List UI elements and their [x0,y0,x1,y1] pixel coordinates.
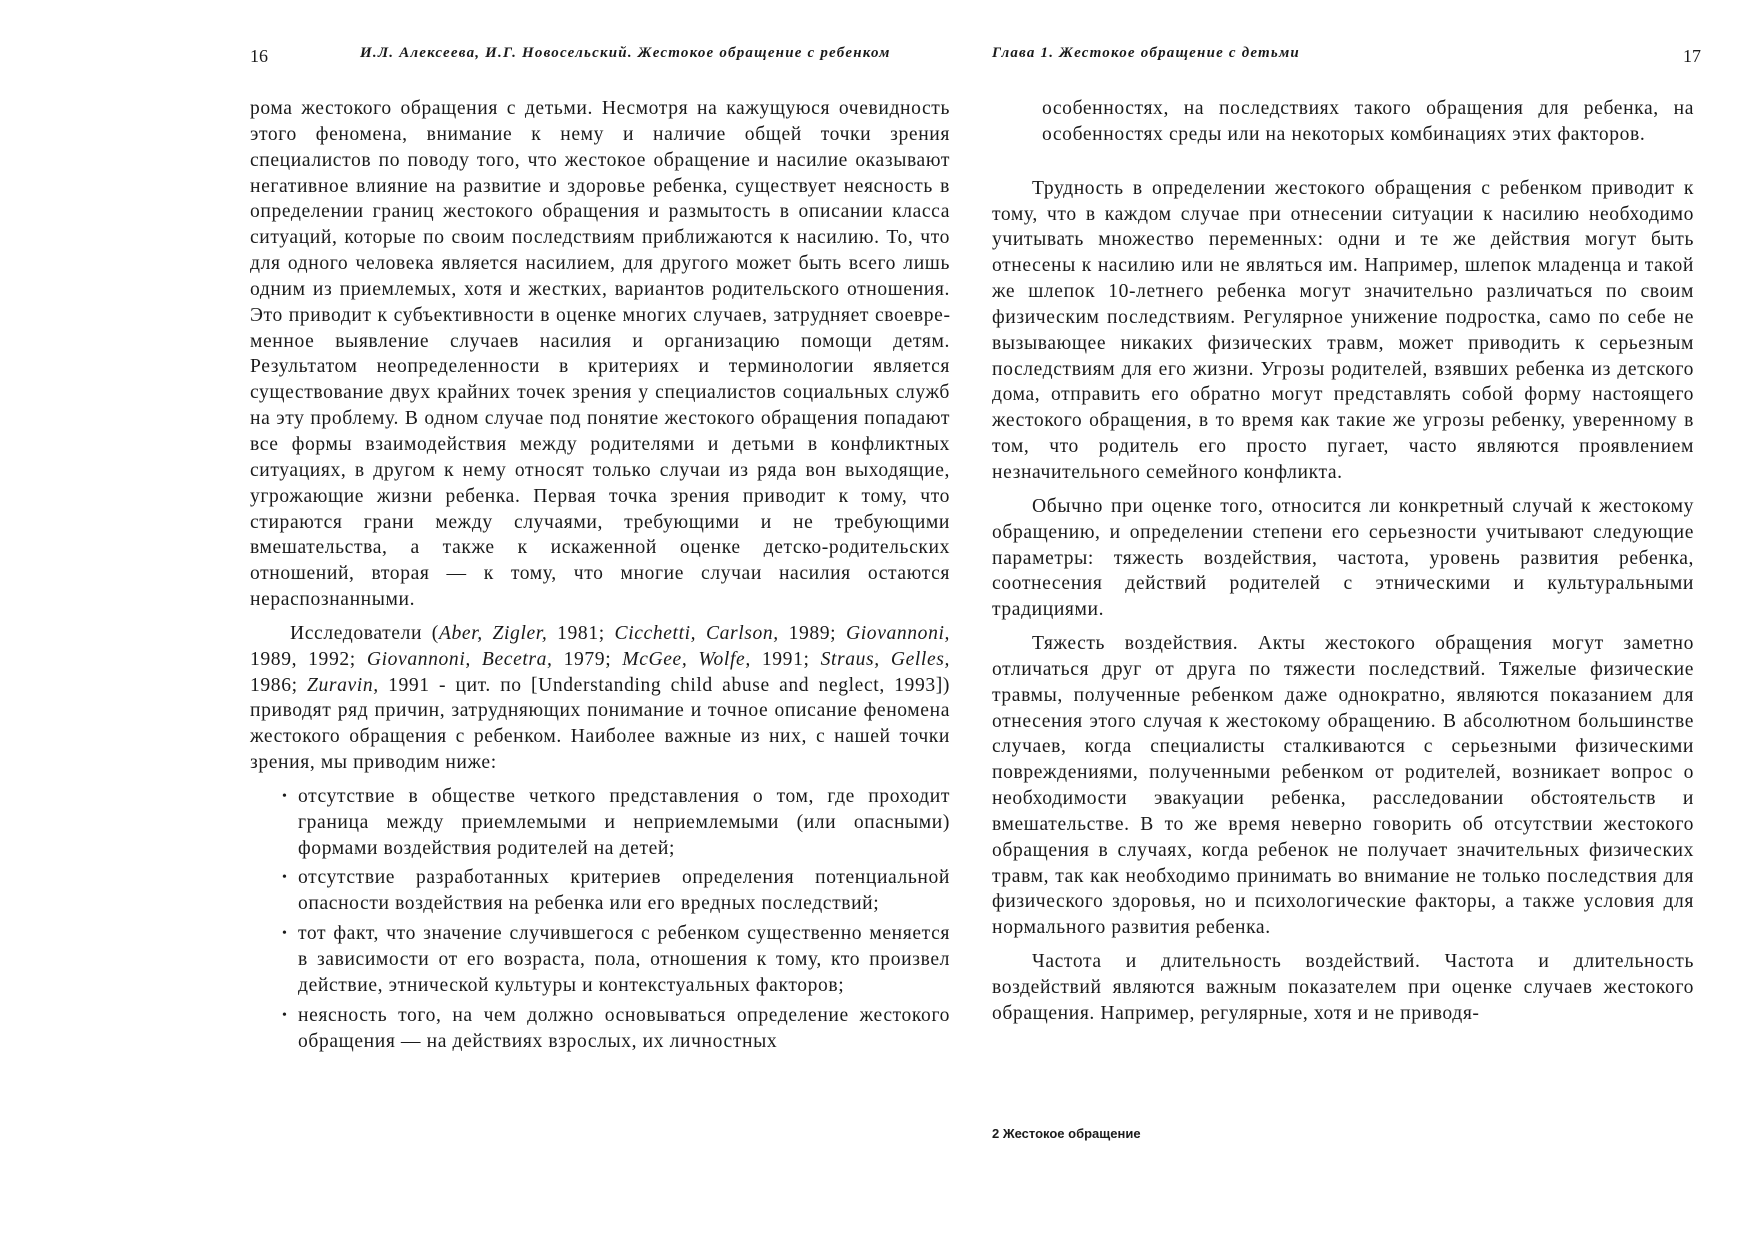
right-text-column [992,96,1694,1035]
paragraph: Обычно при оценке того, относится ли конкретный случай к жестокому обращению, и определении степени его серьезности учитывают следующие параметры: тяжесть воздействия, частота, уровень развития ребенка, соотнесения действий родителей с этническими и культуральными традициями. [992,495,1694,621]
page-number-left: 16 [250,46,268,66]
citation: Giovannoni, [846,622,951,644]
citation: Aber, Zigler, [438,622,548,644]
left-text-column [250,96,950,1058]
list-item: • неясность того, на чем должно основываться определение жестокого обращения — на действиях взрослых, их личностных [282,1003,950,1055]
page-number-right: 17 [1683,46,1701,66]
list-item: • отсутствие в обществе четкого представления о том, где проходит граница между приемлемыми и неприемлемыми (или опасными) формами воздействия родителей на детей; [282,784,950,862]
paragraph: рома жестокого обращения с детьми. Несмотря на кажущуюся очевидность этого феномена, внимание к нему и наличие общей точки зрения специалистов по поводу того, что жестокое обращение и насилие оказывают негативное влияние на развитие и здоровье ребенка, существует неясность в определении границ жестокого обращения и размытость в описании класса ситуаций, которые по своим последствиям приближаются к насилию. То, что для одного человека является насилием, для другого может быть всего лишь одним из приемлемых, хотя и жестких, вариантов родительского отношения. Это приводит к субъективности в оценке многих случаев, затрудняет своевременное выявление случаев насилия и организацию помощи детям. Результатом неопределенности в критериях и терминологии является существование двух крайних точек зрения у специалистов социальных служб на эту проблему. В одном случае под понятие жестокого обращения попадают все формы взаимодействия между родителями и детьми в конфликтных ситуациях, в другом к нему относят только случаи из ряда вон выходящие, угрожающие жизни ребенка. Первая точка зрения приводит к тому, что стираются грани между случаями, требующими и не требующими вмешательства, а также к искаженной оценке детско-родительских отношений, вторая — к тому, что многие случаи насилия остаются нераспознанными. [250,98,950,611]
citation: Giovannoni, Becetra, [366,648,553,670]
citation: Zuravin, [306,674,379,696]
paragraph: Тяжесть воздействия. Акты жестокого обращения могут заметно отличаться друг от друга по тяжести последствий. Тяжелые физические травмы, полученные ребенком даже однократно, являются показанием для отнесения этого случая к жестокому обращению. В абсолютном большинстве случаев, когда специалисты сталкиваются с серьезными физическими повреждениями, полученными ребенком от родителей, возникает вопрос о необходимости эвакуации ребенка, расследовании обстоятельств и вмешательстве. В то же время неверно говорить об отсутствии жестокого обращения в случаях, когда ребенок не получает значительных физических травм, так как необходимо принимать во внимание не только последствия для физического здоровья, но и психологические факторы, а также условия для нормального развития ребенка. [992,633,1694,939]
right-page [877,0,1754,1241]
paragraph: Трудность в определении жестокого обращения с ребенком приводит к тому, что в каждом случае при отнесении ситуации к насилию необходимо учитывать множество переменных: одни и те же действия могут быть отнесены к насилию или не являться им. Например, шлепок младенца и такой же шлепок 10-летнего ребенка могут значительно различаться по своим физическим последствиям. Регулярное унижение подростка, само по себе не вызывающее никаких физических травм, может приводить к серьезным последствиям для его жизни. Угрозы родителей, взявших ребенка из детского дома, отправить его обратно могут представлять собой форму настоящего жестокого обращения, в то время как такие же угрозы ребенку, уверенному в том, что родитель его просто пугает, часто являются проявлением незначительного семейного конфликта. [992,177,1694,483]
paragraph: Частота и длительность воздействий. Частота и длительность воздействий являются важным показателем при оценке случаев жестокого обращения. Например, регулярные, хотя и не приводя- [992,951,1694,1024]
signature-mark: 2 Жестокое обращение [992,1126,1141,1141]
running-head-left: И.Л. Алексеева, И.Г. Новосельский. Жестокое обращение с ребенком [360,45,891,61]
citation: McGee, Wolfe, [622,648,751,670]
citation: Cicchetti, Carlson, [614,622,779,644]
citation: Straus, Gelles, [820,648,950,670]
list-item: • отсутствие разработанных критериев определения потенциальной опасности воздействия на ребенка или его вредных последствий; [282,865,950,917]
bullet-list [282,784,950,1054]
list-continuation: особенностях, на последствиях такого обращения для ребенка, на особенностях среды или на некоторых комбинациях этих факторов. [1042,98,1694,145]
running-head-right: Глава 1. Жестокое обращение с детьми [992,45,1300,61]
paragraph-citations: Исследователи (Aber, Zigler, 1981; Cicchetti, Carlson, 1989; Giovannoni, 1989, 1992; Giovannoni, Becetra, 1979; McGee, Wolfe, 1991; Straus, Gelles, 1986; Zuravin, 1991 - цит. по [Understanding child abuse and neglect, 1993]) приводят ряд причин, затрудняющих понимание и точное описание феномена жестокого обращения с ребенком. Наиболее важные из них, с нашей точки зрения, мы приводим ниже: [250,622,951,774]
list-item: • тот факт, что значение случившегося с ребенком существенно меняется в зависимости от его возраста, пола, отношения к тому, кто произвел действие, этнической культуры и контекстуальных факторов; [282,921,950,999]
